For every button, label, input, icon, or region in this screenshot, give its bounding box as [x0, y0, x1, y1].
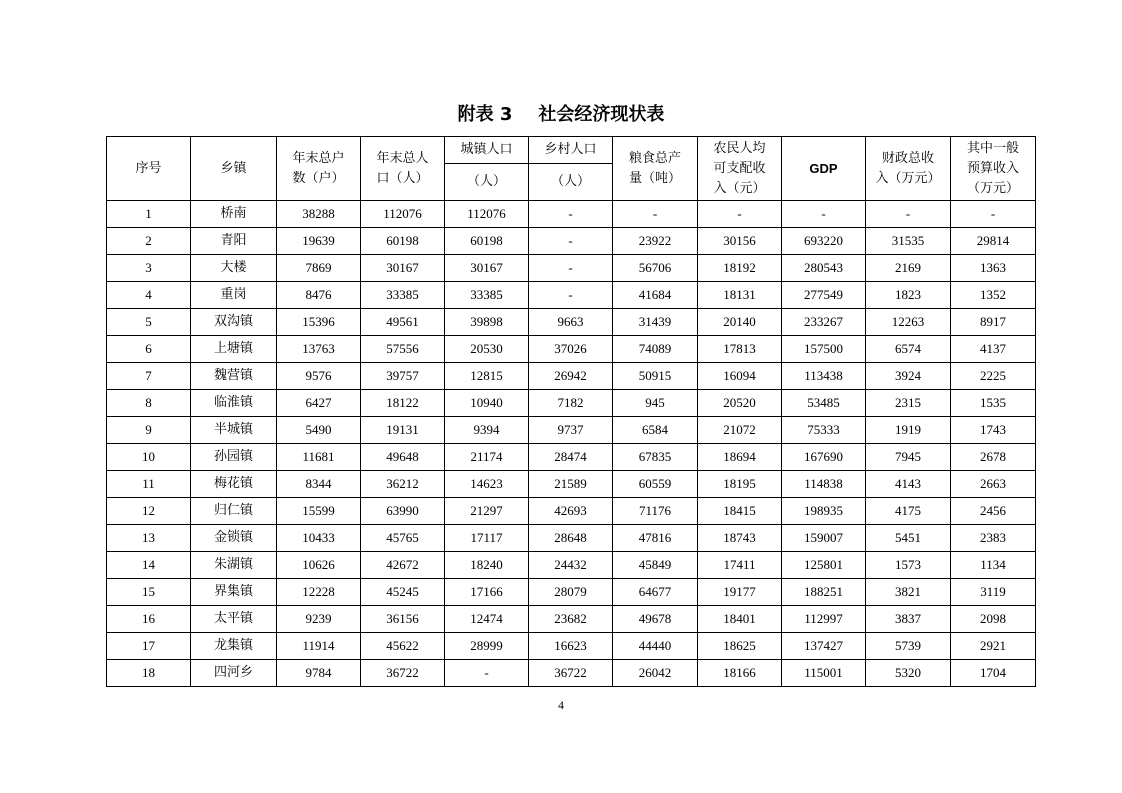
cell-budget: 1743	[951, 417, 1036, 444]
cell-rural: -	[529, 228, 613, 255]
cell-gdp: 75333	[782, 417, 866, 444]
cell-population: 63990	[361, 498, 445, 525]
header-population: 年末总人 口（人）	[361, 137, 445, 201]
cell-revenue: 4143	[866, 471, 951, 498]
cell-town: 朱湖镇	[191, 552, 277, 579]
table-title-prefix: 附表 3	[457, 104, 513, 125]
cell-grain: 23922	[613, 228, 698, 255]
header-urban-unit: （人）	[445, 164, 529, 201]
cell-population: 42672	[361, 552, 445, 579]
cell-urban: 10940	[445, 390, 529, 417]
cell-urban: 21297	[445, 498, 529, 525]
cell-households: 9784	[277, 660, 361, 687]
cell-grain: 67835	[613, 444, 698, 471]
cell-town: 归仁镇	[191, 498, 277, 525]
cell-rural: 36722	[529, 660, 613, 687]
cell-seq: 16	[107, 606, 191, 633]
cell-gdp: 113438	[782, 363, 866, 390]
table-row	[107, 471, 1036, 498]
cell-population: 39757	[361, 363, 445, 390]
cell-urban: 18240	[445, 552, 529, 579]
cell-urban: 20530	[445, 336, 529, 363]
cell-revenue: 2169	[866, 255, 951, 282]
cell-gdp: 53485	[782, 390, 866, 417]
cell-households: 7869	[277, 255, 361, 282]
cell-town: 金锁镇	[191, 525, 277, 552]
cell-income: 17411	[698, 552, 782, 579]
cell-households: 10433	[277, 525, 361, 552]
cell-budget: 2663	[951, 471, 1036, 498]
cell-income: 18192	[698, 255, 782, 282]
cell-revenue: 1573	[866, 552, 951, 579]
cell-grain: 945	[613, 390, 698, 417]
cell-rural: 21589	[529, 471, 613, 498]
header-town: 乡镇	[191, 137, 277, 201]
table-row	[107, 390, 1036, 417]
cell-town: 重岗	[191, 282, 277, 309]
cell-budget: 1352	[951, 282, 1036, 309]
cell-gdp: 137427	[782, 633, 866, 660]
cell-seq: 14	[107, 552, 191, 579]
cell-households: 15599	[277, 498, 361, 525]
cell-population: 45622	[361, 633, 445, 660]
cell-population: 49561	[361, 309, 445, 336]
cell-grain: 45849	[613, 552, 698, 579]
socioeconomic-table	[106, 136, 1036, 687]
cell-population: 36212	[361, 471, 445, 498]
cell-revenue: 12263	[866, 309, 951, 336]
cell-grain: 47816	[613, 525, 698, 552]
cell-grain: 49678	[613, 606, 698, 633]
cell-rural: -	[529, 282, 613, 309]
cell-town: 桥南	[191, 201, 277, 228]
cell-grain: 60559	[613, 471, 698, 498]
cell-budget: 2456	[951, 498, 1036, 525]
cell-seq: 4	[107, 282, 191, 309]
table-title	[0, 102, 1122, 128]
cell-income: 21072	[698, 417, 782, 444]
cell-seq: 17	[107, 633, 191, 660]
cell-urban: 60198	[445, 228, 529, 255]
cell-town: 魏营镇	[191, 363, 277, 390]
cell-gdp: 114838	[782, 471, 866, 498]
header-households: 年末总户 数（户）	[277, 137, 361, 201]
cell-budget: 1535	[951, 390, 1036, 417]
cell-rural: 9737	[529, 417, 613, 444]
cell-seq: 12	[107, 498, 191, 525]
page-number: 4	[558, 698, 564, 712]
cell-grain: 71176	[613, 498, 698, 525]
cell-seq: 8	[107, 390, 191, 417]
cell-urban: 9394	[445, 417, 529, 444]
table-row	[107, 606, 1036, 633]
cell-seq: 7	[107, 363, 191, 390]
cell-town: 太平镇	[191, 606, 277, 633]
table-body	[107, 201, 1036, 687]
cell-population: 60198	[361, 228, 445, 255]
cell-town: 龙集镇	[191, 633, 277, 660]
cell-households: 9239	[277, 606, 361, 633]
cell-budget: 1363	[951, 255, 1036, 282]
header-budget: 其中一般 预算收入 （万元）	[951, 137, 1036, 201]
cell-population: 36722	[361, 660, 445, 687]
cell-grain: 64677	[613, 579, 698, 606]
cell-rural: 28474	[529, 444, 613, 471]
cell-grain: 6584	[613, 417, 698, 444]
cell-budget: -	[951, 201, 1036, 228]
cell-budget: 2921	[951, 633, 1036, 660]
cell-town: 双沟镇	[191, 309, 277, 336]
cell-income: 18131	[698, 282, 782, 309]
cell-population: 36156	[361, 606, 445, 633]
cell-budget: 29814	[951, 228, 1036, 255]
cell-gdp: 167690	[782, 444, 866, 471]
cell-urban: -	[445, 660, 529, 687]
cell-grain: 41684	[613, 282, 698, 309]
header-rural-top: 乡村人口	[529, 137, 613, 164]
cell-rural: 28648	[529, 525, 613, 552]
cell-budget: 8917	[951, 309, 1036, 336]
cell-seq: 15	[107, 579, 191, 606]
header-revenue: 财政总收 入（万元）	[866, 137, 951, 201]
cell-seq: 5	[107, 309, 191, 336]
cell-income: 30156	[698, 228, 782, 255]
cell-urban: 21174	[445, 444, 529, 471]
cell-gdp: 277549	[782, 282, 866, 309]
cell-rural: 7182	[529, 390, 613, 417]
cell-gdp: 115001	[782, 660, 866, 687]
cell-income: 18401	[698, 606, 782, 633]
cell-revenue: 3821	[866, 579, 951, 606]
cell-population: 19131	[361, 417, 445, 444]
cell-households: 8344	[277, 471, 361, 498]
cell-town: 四河乡	[191, 660, 277, 687]
cell-rural: 26942	[529, 363, 613, 390]
cell-budget: 1704	[951, 660, 1036, 687]
table-row	[107, 309, 1036, 336]
cell-income: 17813	[698, 336, 782, 363]
cell-households: 15396	[277, 309, 361, 336]
cell-revenue: 1919	[866, 417, 951, 444]
cell-seq: 2	[107, 228, 191, 255]
cell-population: 30167	[361, 255, 445, 282]
cell-income: 18743	[698, 525, 782, 552]
table-row	[107, 417, 1036, 444]
header-rural-unit: （人）	[529, 164, 613, 201]
cell-households: 12228	[277, 579, 361, 606]
cell-revenue: 31535	[866, 228, 951, 255]
cell-seq: 3	[107, 255, 191, 282]
cell-revenue: 1823	[866, 282, 951, 309]
cell-revenue: 3837	[866, 606, 951, 633]
cell-revenue: 5451	[866, 525, 951, 552]
cell-urban: 28999	[445, 633, 529, 660]
cell-urban: 17166	[445, 579, 529, 606]
cell-revenue: 5320	[866, 660, 951, 687]
cell-seq: 11	[107, 471, 191, 498]
table-row	[107, 255, 1036, 282]
cell-gdp: 125801	[782, 552, 866, 579]
cell-gdp: 188251	[782, 579, 866, 606]
cell-urban: 33385	[445, 282, 529, 309]
cell-revenue: 4175	[866, 498, 951, 525]
cell-budget: 1134	[951, 552, 1036, 579]
cell-income: 19177	[698, 579, 782, 606]
cell-town: 临淮镇	[191, 390, 277, 417]
cell-households: 11681	[277, 444, 361, 471]
cell-population: 49648	[361, 444, 445, 471]
cell-income: 18415	[698, 498, 782, 525]
cell-budget: 2225	[951, 363, 1036, 390]
cell-urban: 12815	[445, 363, 529, 390]
cell-revenue: 5739	[866, 633, 951, 660]
cell-gdp: 280543	[782, 255, 866, 282]
cell-revenue: 2315	[866, 390, 951, 417]
cell-revenue: -	[866, 201, 951, 228]
cell-rural: 23682	[529, 606, 613, 633]
cell-gdp: 693220	[782, 228, 866, 255]
cell-rural: 9663	[529, 309, 613, 336]
cell-households: 19639	[277, 228, 361, 255]
cell-gdp: -	[782, 201, 866, 228]
cell-seq: 6	[107, 336, 191, 363]
cell-households: 11914	[277, 633, 361, 660]
cell-income: 18625	[698, 633, 782, 660]
cell-households: 6427	[277, 390, 361, 417]
cell-gdp: 112997	[782, 606, 866, 633]
cell-households: 13763	[277, 336, 361, 363]
cell-income: 20140	[698, 309, 782, 336]
cell-urban: 12474	[445, 606, 529, 633]
cell-budget: 2383	[951, 525, 1036, 552]
table-row	[107, 498, 1036, 525]
cell-grain: 31439	[613, 309, 698, 336]
cell-town: 青阳	[191, 228, 277, 255]
cell-income: 18195	[698, 471, 782, 498]
cell-population: 112076	[361, 201, 445, 228]
cell-income: 18166	[698, 660, 782, 687]
cell-urban: 30167	[445, 255, 529, 282]
cell-gdp: 198935	[782, 498, 866, 525]
header-income: 农民人均 可支配收 入（元）	[698, 137, 782, 201]
table-row	[107, 444, 1036, 471]
cell-rural: -	[529, 255, 613, 282]
cell-rural: 16623	[529, 633, 613, 660]
header-gdp: GDP	[782, 137, 866, 201]
cell-rural: 28079	[529, 579, 613, 606]
cell-income: -	[698, 201, 782, 228]
cell-urban: 14623	[445, 471, 529, 498]
cell-households: 38288	[277, 201, 361, 228]
table-row	[107, 228, 1036, 255]
cell-households: 10626	[277, 552, 361, 579]
cell-seq: 10	[107, 444, 191, 471]
cell-seq: 13	[107, 525, 191, 552]
cell-revenue: 3924	[866, 363, 951, 390]
cell-population: 57556	[361, 336, 445, 363]
cell-grain: 26042	[613, 660, 698, 687]
cell-budget: 2098	[951, 606, 1036, 633]
table-row	[107, 633, 1036, 660]
cell-income: 20520	[698, 390, 782, 417]
table-row	[107, 201, 1036, 228]
cell-gdp: 159007	[782, 525, 866, 552]
cell-urban: 112076	[445, 201, 529, 228]
cell-income: 16094	[698, 363, 782, 390]
cell-seq: 9	[107, 417, 191, 444]
table-row	[107, 579, 1036, 606]
table-row	[107, 525, 1036, 552]
cell-town: 界集镇	[191, 579, 277, 606]
cell-population: 45765	[361, 525, 445, 552]
cell-budget: 4137	[951, 336, 1036, 363]
table-row	[107, 363, 1036, 390]
cell-rural: 24432	[529, 552, 613, 579]
cell-urban: 17117	[445, 525, 529, 552]
cell-income: 18694	[698, 444, 782, 471]
table-row	[107, 552, 1036, 579]
cell-gdp: 157500	[782, 336, 866, 363]
cell-population: 45245	[361, 579, 445, 606]
cell-rural: 42693	[529, 498, 613, 525]
cell-gdp: 233267	[782, 309, 866, 336]
cell-grain: 74089	[613, 336, 698, 363]
cell-budget: 3119	[951, 579, 1036, 606]
cell-revenue: 7945	[866, 444, 951, 471]
header-grain: 粮食总产 量（吨）	[613, 137, 698, 201]
cell-town: 半城镇	[191, 417, 277, 444]
cell-budget: 2678	[951, 444, 1036, 471]
cell-rural: 37026	[529, 336, 613, 363]
header-seq: 序号	[107, 137, 191, 201]
cell-seq: 1	[107, 201, 191, 228]
cell-grain: 44440	[613, 633, 698, 660]
cell-households: 8476	[277, 282, 361, 309]
cell-rural: -	[529, 201, 613, 228]
cell-population: 33385	[361, 282, 445, 309]
table-row	[107, 282, 1036, 309]
cell-grain: 50915	[613, 363, 698, 390]
header-urban-top: 城镇人口	[445, 137, 529, 164]
cell-town: 孙园镇	[191, 444, 277, 471]
table-row	[107, 336, 1036, 363]
cell-households: 5490	[277, 417, 361, 444]
cell-households: 9576	[277, 363, 361, 390]
cell-town: 上塘镇	[191, 336, 277, 363]
cell-revenue: 6574	[866, 336, 951, 363]
cell-population: 18122	[361, 390, 445, 417]
table-title-text: 社会经济现状表	[538, 104, 665, 125]
cell-grain: 56706	[613, 255, 698, 282]
cell-town: 大楼	[191, 255, 277, 282]
cell-grain: -	[613, 201, 698, 228]
cell-urban: 39898	[445, 309, 529, 336]
cell-town: 梅花镇	[191, 471, 277, 498]
cell-seq: 18	[107, 660, 191, 687]
table-row	[107, 660, 1036, 687]
